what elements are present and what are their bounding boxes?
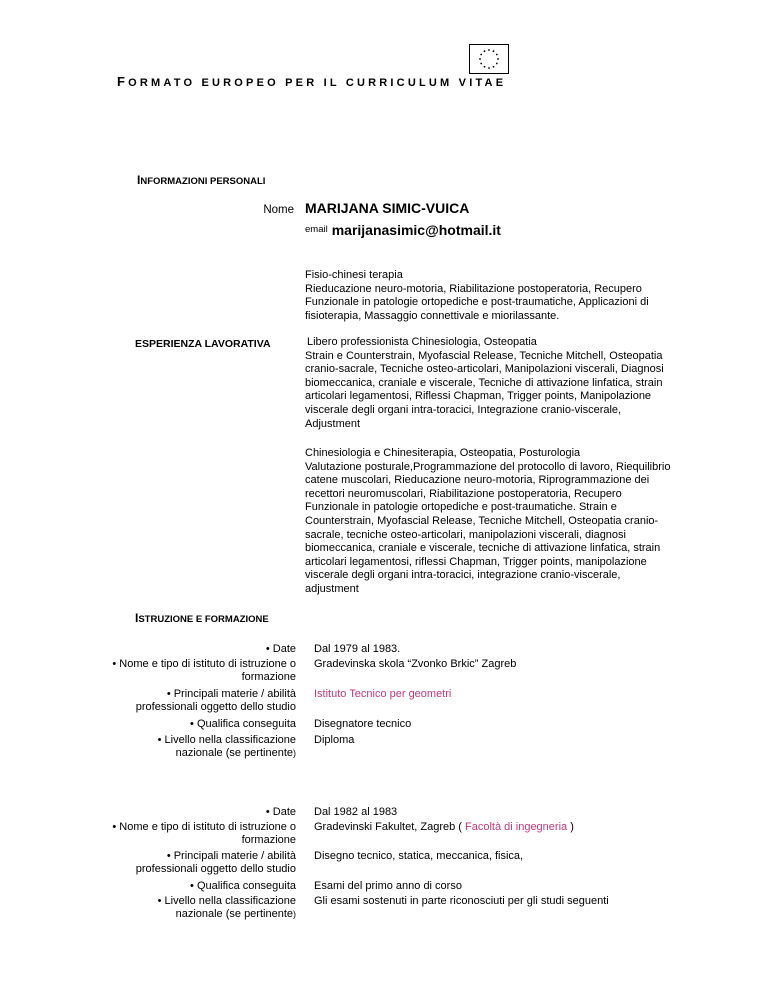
email-label: email — [305, 224, 328, 235]
email-row — [305, 222, 501, 240]
edu-level-label: • Livello nella classificazione nazionale (se pertinente) — [157, 734, 296, 760]
work-block-title: Fisio-chinesi terapia — [305, 269, 403, 281]
work-block-text: Rieducazione neuro-motoria, Riabilitazione postoperatoria, Recupero Funzionale in patologie ortopediche e post-traumatiche, Applicazioni di fisioterapia, Massaggio connettivale e miorilassante. — [305, 282, 649, 322]
edu-institute-label: • Nome e tipo di istituto di istruzione o formazione — [112, 821, 296, 847]
work-block-2 — [305, 336, 675, 431]
edu-institute-value: Gradevinska skola “Zvonko Brkic” Zagreb — [314, 658, 517, 670]
edu-institute-label: • Nome e tipo di istituto di istruzione o formazione — [112, 658, 296, 684]
work-experience-heading: ESPERIENZA LAVORATIVA — [135, 338, 271, 350]
document-title: FORMATO EUROPEO PER IL CURRICULUM VITAE — [117, 74, 507, 89]
personal-info-heading: INFORMAZIONI PERSONALI — [137, 173, 266, 187]
education-heading: ISTRUZIONE E FORMAZIONE — [135, 611, 269, 625]
eu-flag-icon — [469, 44, 509, 74]
edu-subjects-label: • Principali materie / abilità professionali oggetto dello studio — [135, 688, 296, 714]
edu-qualification-label: • Qualifica conseguita — [190, 880, 296, 892]
edu-date-value: Dal 1979 al 1983. — [314, 643, 401, 655]
work-block-1 — [305, 269, 675, 323]
faculty-link[interactable]: Facoltà di ingegneria — [465, 821, 568, 833]
edu-date-label: • Date — [265, 806, 296, 818]
edu-qualification-label: • Qualifica conseguita — [190, 718, 296, 730]
edu-qualification-value: Esami del primo anno di corso — [314, 880, 462, 892]
eu-stars-icon — [470, 45, 508, 73]
email-value[interactable]: marijanasimic@hotmail.it — [331, 222, 501, 238]
edu-subjects-value: Disegno tecnico, statica, meccanica, fisica, — [314, 850, 524, 862]
name-value: MARIJANA SIMIC-VUICA — [305, 200, 470, 216]
edu-level-value: Gli esami sostenuti in parte riconosciuti per gli studi seguenti — [314, 895, 609, 907]
edu-subjects-label: • Principali materie / abilità professionali oggetto dello studio — [135, 850, 296, 876]
work-block-text: Strain e Counterstrain, Myofascial Release, Tecniche Mitchell, Osteopatia cranio-sacrale, Tecniche osteo-articolari, Manipolazioni viscerali, Diagnosi biomeccanica, craniale e viscerale, Tecniche di attivazione linfatica, strain articolari legamentosi, Riflessi Chapman, Trigger points, Manipolazione viscerale degli organi intra-toracici, Integrazione cranio-viscerale, Adjustment — [305, 349, 664, 430]
edu-subjects-value[interactable]: Istituto Tecnico per geometri — [314, 688, 452, 700]
edu-institute-value: Gradevinski Fakultet, Zagreb ( Facoltà di ingegneria ) — [314, 821, 574, 833]
work-block-3 — [305, 447, 675, 597]
edu-level-label: • Livello nella classificazione nazionale (se pertinente) — [157, 895, 296, 921]
work-block-title: Chinesiologia e Chinesiterapia, Osteopatia, Posturologia — [305, 447, 581, 459]
edu-qualification-value: Disegnatore tecnico — [314, 718, 412, 730]
work-block-text: Valutazione posturale,Programmazione del protocollo di lavoro, Riequilibrio catene muscolari, Rieducazione neuro-motoria, Riprogrammazione dei recettori neuromuscolari, Riabilitazione postoperatoria, Recupero Funzionale in patologie ortopediche e post-traumatiche. Strain e Counterstrain, Myofascial Release, Tecniche Mitchell, Osteopatia cranio-sacrale, tecniche osteo-articolari, manipolazioni viscerali, diagnosi biomeccanica, craniale e viscerale, tecniche di attivazione linfatica, strain articolari legamentosi, riflessi Chapman, Trigger points, manipolazione viscerale degli organi intra-toracici, integrazione cranio-viscerale, adjustment — [305, 460, 671, 595]
work-block-title: Libero professionista Chinesiologia, Osteopatia — [307, 336, 537, 348]
edu-date-value: Dal 1982 al 1983 — [314, 806, 398, 818]
edu-date-label: • Date — [265, 643, 296, 655]
edu-level-value: Diploma — [314, 734, 355, 746]
name-label: Nome — [263, 204, 294, 216]
